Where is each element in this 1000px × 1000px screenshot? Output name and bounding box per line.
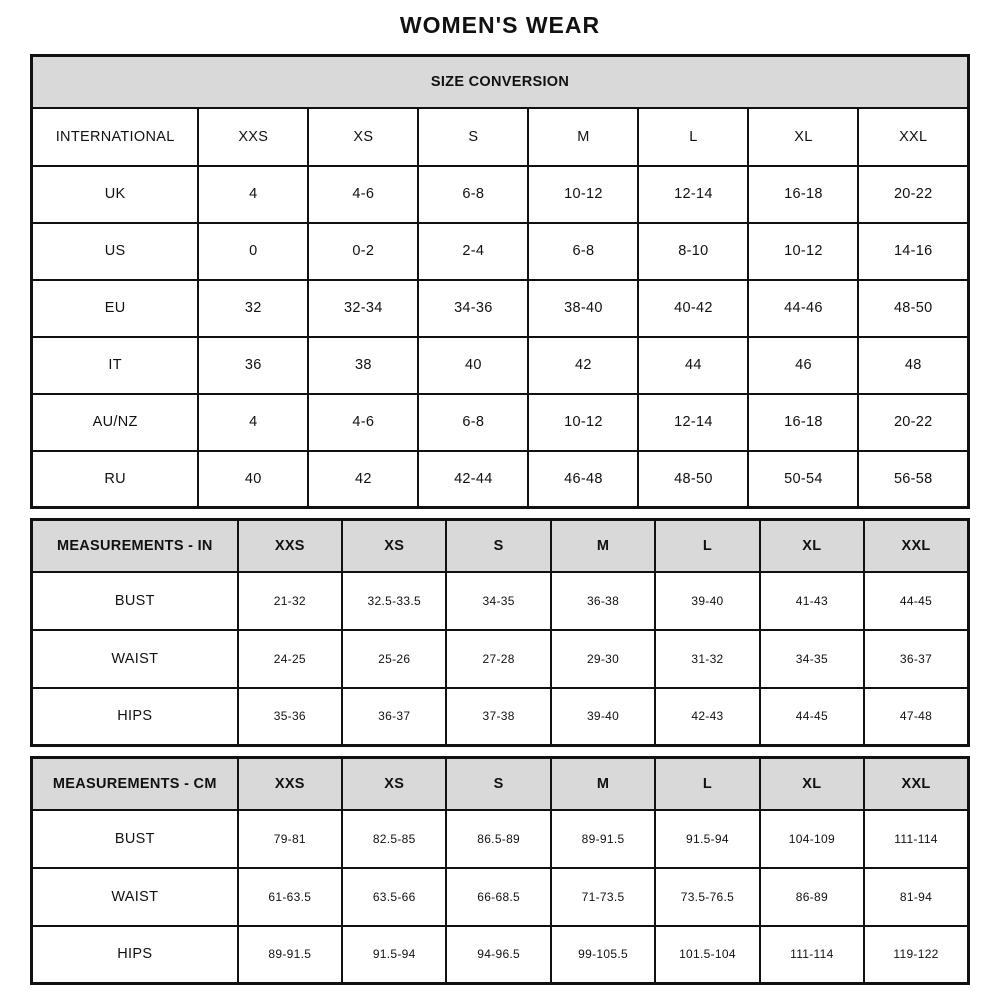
column-header-xxl: XXL <box>864 520 968 572</box>
value-cell-waist-xl: 34-35 <box>760 630 864 688</box>
column-header-xl: XL <box>760 520 864 572</box>
value-cell-us-s: 2-4 <box>418 223 528 280</box>
row-label-eu: EU <box>32 280 199 337</box>
value-cell-us-xxl: 14-16 <box>858 223 968 280</box>
measurements-cm-row-hips <box>32 926 969 984</box>
value-cell-uk-xxs: 4 <box>198 166 308 223</box>
value-cell-au-nz-xxs: 4 <box>198 394 308 451</box>
value-cell-bust-s: 34-35 <box>446 572 550 630</box>
value-cell-it-xl: 46 <box>748 337 858 394</box>
size-conversion-row-uk <box>32 166 969 223</box>
size-conversion-table <box>30 54 970 509</box>
value-cell-au-nz-xxl: 20-22 <box>858 394 968 451</box>
value-cell-waist-xxs: 24-25 <box>238 630 342 688</box>
column-header-xl: XL <box>748 108 858 166</box>
value-cell-uk-s: 6-8 <box>418 166 528 223</box>
value-cell-eu-xxl: 48-50 <box>858 280 968 337</box>
column-header-measurements-cm: MEASUREMENTS - CM <box>32 758 238 810</box>
value-cell-bust-xxs: 21-32 <box>238 572 342 630</box>
value-cell-waist-l: 73.5-76.5 <box>655 868 759 926</box>
value-cell-bust-xl: 41-43 <box>760 572 864 630</box>
value-cell-waist-s: 27-28 <box>446 630 550 688</box>
value-cell-us-xs: 0-2 <box>308 223 418 280</box>
value-cell-uk-xxl: 20-22 <box>858 166 968 223</box>
measurements-in-row-hips <box>32 688 969 746</box>
column-header-xxs: XXS <box>238 520 342 572</box>
size-conversion-row-us <box>32 223 969 280</box>
size-conversion-row-it <box>32 337 969 394</box>
column-header-xxs: XXS <box>198 108 308 166</box>
value-cell-us-m: 6-8 <box>528 223 638 280</box>
row-label-bust: BUST <box>32 810 238 868</box>
value-cell-au-nz-xl: 16-18 <box>748 394 858 451</box>
column-header-xs: XS <box>342 758 446 810</box>
column-header-xxl: XXL <box>864 758 968 810</box>
value-cell-eu-xs: 32-34 <box>308 280 418 337</box>
column-header-xs: XS <box>308 108 418 166</box>
value-cell-bust-m: 36-38 <box>551 572 655 630</box>
value-cell-eu-xl: 44-46 <box>748 280 858 337</box>
column-header-xl: XL <box>760 758 864 810</box>
value-cell-bust-m: 89-91.5 <box>551 810 655 868</box>
value-cell-waist-xl: 86-89 <box>760 868 864 926</box>
measurements-cm-table <box>30 756 970 985</box>
value-cell-it-xxl: 48 <box>858 337 968 394</box>
column-header-l: L <box>655 758 759 810</box>
value-cell-au-nz-l: 12-14 <box>638 394 748 451</box>
size-conversion-row-ru <box>32 451 969 508</box>
value-cell-hips-xxs: 35-36 <box>238 688 342 746</box>
size-conversion-banner: SIZE CONVERSION <box>32 56 969 108</box>
column-header-m: M <box>528 108 638 166</box>
size-conversion-banner-row <box>32 56 969 108</box>
column-header-xxl: XXL <box>858 108 968 166</box>
value-cell-waist-s: 66-68.5 <box>446 868 550 926</box>
size-conversion-row-au-nz <box>32 394 969 451</box>
value-cell-eu-xxs: 32 <box>198 280 308 337</box>
value-cell-ru-xxl: 56-58 <box>858 451 968 508</box>
value-cell-hips-s: 94-96.5 <box>446 926 550 984</box>
value-cell-hips-xxl: 47-48 <box>864 688 968 746</box>
value-cell-ru-m: 46-48 <box>528 451 638 508</box>
value-cell-waist-l: 31-32 <box>655 630 759 688</box>
value-cell-bust-xl: 104-109 <box>760 810 864 868</box>
value-cell-it-l: 44 <box>638 337 748 394</box>
value-cell-au-nz-s: 6-8 <box>418 394 528 451</box>
value-cell-hips-xs: 36-37 <box>342 688 446 746</box>
row-label-uk: UK <box>32 166 199 223</box>
value-cell-ru-xs: 42 <box>308 451 418 508</box>
column-header-international: INTERNATIONAL <box>32 108 199 166</box>
row-label-hips: HIPS <box>32 926 238 984</box>
value-cell-uk-m: 10-12 <box>528 166 638 223</box>
row-label-ru: RU <box>32 451 199 508</box>
value-cell-hips-xs: 91.5-94 <box>342 926 446 984</box>
size-conversion-header-row <box>32 108 969 166</box>
row-label-au-nz: AU/NZ <box>32 394 199 451</box>
value-cell-us-xxs: 0 <box>198 223 308 280</box>
value-cell-hips-m: 39-40 <box>551 688 655 746</box>
value-cell-it-xs: 38 <box>308 337 418 394</box>
value-cell-eu-l: 40-42 <box>638 280 748 337</box>
value-cell-hips-s: 37-38 <box>446 688 550 746</box>
value-cell-eu-m: 38-40 <box>528 280 638 337</box>
measurements-in-row-bust <box>32 572 969 630</box>
row-label-bust: BUST <box>32 572 238 630</box>
value-cell-bust-xs: 82.5-85 <box>342 810 446 868</box>
value-cell-hips-xxl: 119-122 <box>864 926 968 984</box>
value-cell-bust-xxl: 111-114 <box>864 810 968 868</box>
page-title: WOMEN'S WEAR <box>399 12 601 38</box>
value-cell-waist-xxs: 61-63.5 <box>238 868 342 926</box>
value-cell-ru-s: 42-44 <box>418 451 528 508</box>
value-cell-ru-l: 48-50 <box>638 451 748 508</box>
value-cell-hips-xl: 111-114 <box>760 926 864 984</box>
column-header-xs: XS <box>342 520 446 572</box>
value-cell-ru-xxs: 40 <box>198 451 308 508</box>
measurements-cm-row-bust <box>32 810 969 868</box>
column-header-s: S <box>446 758 550 810</box>
row-label-hips: HIPS <box>32 688 238 746</box>
value-cell-us-xl: 10-12 <box>748 223 858 280</box>
column-header-m: M <box>551 520 655 572</box>
value-cell-au-nz-xs: 4-6 <box>308 394 418 451</box>
value-cell-waist-xs: 25-26 <box>342 630 446 688</box>
value-cell-waist-xxl: 81-94 <box>864 868 968 926</box>
value-cell-bust-xs: 32.5-33.5 <box>342 572 446 630</box>
value-cell-au-nz-m: 10-12 <box>528 394 638 451</box>
value-cell-uk-xl: 16-18 <box>748 166 858 223</box>
value-cell-bust-l: 39-40 <box>655 572 759 630</box>
measurements-in-row-waist <box>32 630 969 688</box>
value-cell-it-s: 40 <box>418 337 528 394</box>
row-label-us: US <box>32 223 199 280</box>
value-cell-bust-s: 86.5-89 <box>446 810 550 868</box>
size-conversion-row-eu <box>32 280 969 337</box>
row-label-waist: WAIST <box>32 630 238 688</box>
value-cell-bust-xxl: 44-45 <box>864 572 968 630</box>
row-label-it: IT <box>32 337 199 394</box>
value-cell-waist-m: 71-73.5 <box>551 868 655 926</box>
value-cell-waist-xxl: 36-37 <box>864 630 968 688</box>
measurements-cm-header-row <box>32 758 969 810</box>
value-cell-waist-m: 29-30 <box>551 630 655 688</box>
value-cell-hips-xxs: 89-91.5 <box>238 926 342 984</box>
column-header-xxs: XXS <box>238 758 342 810</box>
column-header-l: L <box>638 108 748 166</box>
column-header-s: S <box>418 108 528 166</box>
measurements-cm-row-waist <box>32 868 969 926</box>
value-cell-us-l: 8-10 <box>638 223 748 280</box>
value-cell-it-m: 42 <box>528 337 638 394</box>
column-header-m: M <box>551 758 655 810</box>
column-header-l: L <box>655 520 759 572</box>
row-label-waist: WAIST <box>32 868 238 926</box>
value-cell-hips-xl: 44-45 <box>760 688 864 746</box>
value-cell-hips-l: 101.5-104 <box>655 926 759 984</box>
value-cell-waist-xs: 63.5-66 <box>342 868 446 926</box>
value-cell-it-xxs: 36 <box>198 337 308 394</box>
value-cell-hips-m: 99-105.5 <box>551 926 655 984</box>
value-cell-bust-xxs: 79-81 <box>238 810 342 868</box>
column-header-measurements-in: MEASUREMENTS - IN <box>32 520 238 572</box>
column-header-s: S <box>446 520 550 572</box>
value-cell-uk-l: 12-14 <box>638 166 748 223</box>
value-cell-ru-xl: 50-54 <box>748 451 858 508</box>
value-cell-uk-xs: 4-6 <box>308 166 418 223</box>
value-cell-bust-l: 91.5-94 <box>655 810 759 868</box>
measurements-in-table <box>30 518 970 747</box>
measurements-in-header-row <box>32 520 969 572</box>
value-cell-hips-l: 42-43 <box>655 688 759 746</box>
value-cell-eu-s: 34-36 <box>418 280 528 337</box>
